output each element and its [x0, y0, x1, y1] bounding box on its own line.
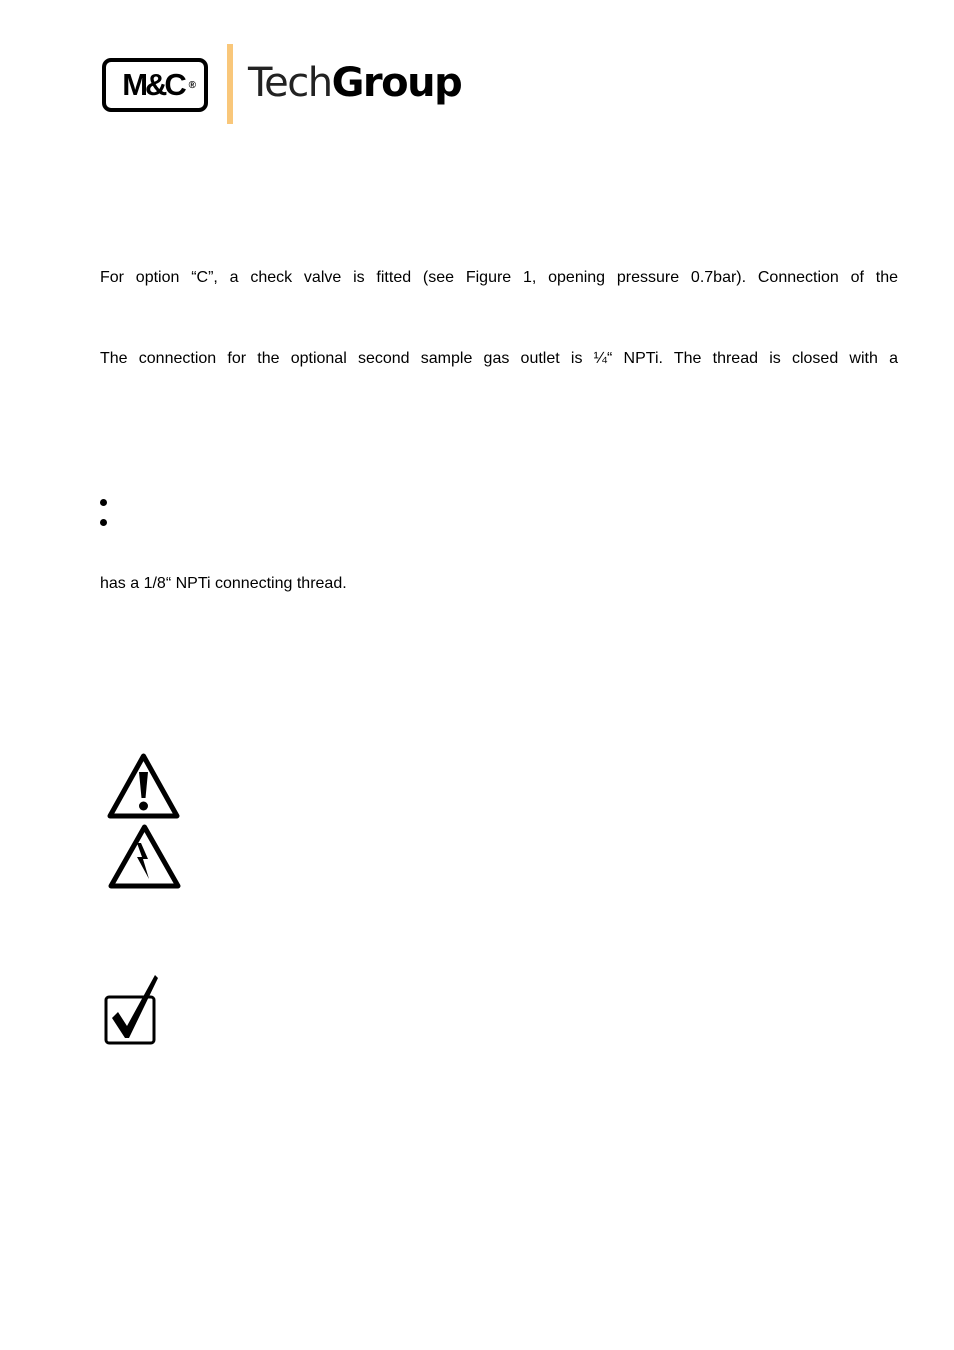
registered-mark: ®	[188, 80, 196, 91]
logo-group-word: Group	[331, 60, 462, 106]
techgroup-logo	[248, 58, 461, 108]
mc-logo	[102, 58, 208, 112]
paragraph-check-valve: For option “C”, a check valve is fitted (see Figure 1, opening pressure 0.7bar). Connection of the	[100, 269, 898, 286]
warning-icon	[106, 752, 181, 820]
paragraph-connecting-thread: has a 1/8“ NPTi connecting thread.	[100, 575, 347, 592]
electrical-hazard-icon	[107, 823, 182, 890]
logo-divider	[227, 44, 233, 124]
logo-tech-word: Tech	[248, 60, 332, 106]
paragraph-second-outlet: The connection for the optional second sample gas outlet is ¼“ NPTi. The thread is closed with a	[100, 350, 898, 367]
checkbox-check-icon	[103, 972, 161, 1048]
bullet-point	[100, 519, 107, 526]
mc-logo-text: M&C	[122, 67, 184, 102]
bullet-point	[100, 499, 107, 506]
